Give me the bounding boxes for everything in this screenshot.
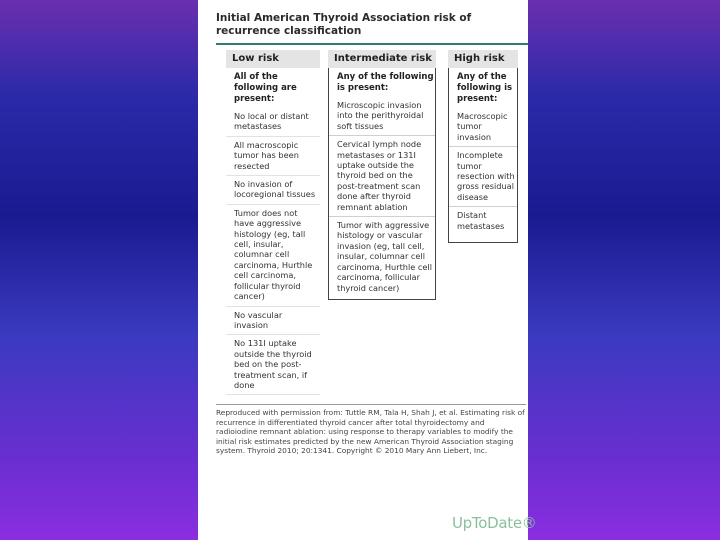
low-risk-subheader: All of the following are present:: [234, 72, 297, 104]
low-risk-item: No vascular invasion: [226, 307, 320, 336]
low-risk-item: All macroscopic tumor has been resected: [226, 137, 320, 176]
low-risk-header: Low risk: [226, 50, 320, 68]
page-title: Initial American Thyroid Association risk of recurrence classification: [216, 12, 472, 37]
intermediate-risk-header: Intermediate risk: [328, 50, 436, 68]
high-risk-item: Incomplete tumor resection with gross residual disease: [449, 147, 517, 207]
uptodate-logo: UpToDate®: [452, 514, 537, 532]
intermediate-risk-column: [328, 50, 436, 300]
high-risk-header: High risk: [448, 50, 518, 68]
intermediate-risk-subheader: Any of the following is present:: [337, 72, 434, 93]
title-divider: [216, 43, 528, 45]
high-risk-item: Distant metastases: [457, 210, 505, 231]
high-risk-column: [448, 50, 518, 243]
low-risk-column: [226, 50, 320, 395]
document-card: [198, 0, 537, 540]
reference-text: Reproduced with permission from: Tuttle RM, Tala H, Shah J, et al. Estimating risk of recurrence in differentiated thyroid cancer after total thyroidectomy and radioiodine remnant ablation: using response to therapy variables to modify the initial risk estimates predicted by the new American Thyroid Association staging system. Thyroid 2010; 20:1341. Copyright © 2010 Mary Ann Liebert, Inc.: [216, 404, 526, 456]
low-risk-item: Tumor does not have aggressive histology (eg, tall cell, insular, columnar cell carcinoma, Hurthle cell carcinoma, follicular thyroid cancer): [226, 205, 320, 307]
high-risk-box: [448, 68, 518, 243]
high-risk-item: Macroscopic tumor invasion: [449, 108, 517, 147]
intermediate-risk-item: Microscopic invasion into the perithyroidal soft tissues: [329, 97, 435, 136]
low-risk-item: No 131I uptake outside the thyroid bed on the post-treatment scan, if done: [226, 335, 320, 395]
high-risk-subheader: Any of the following is present:: [457, 72, 513, 104]
intermediate-risk-item: Cervical lymph node metastases or 131I uptake outside the thyroid bed on the post-treatment scan done after thyroid remnant ablation: [329, 136, 435, 217]
low-risk-item: No invasion of locoregional tissues: [226, 176, 320, 205]
intermediate-risk-item: Tumor with aggressive histology or vascular invasion (eg, tall cell, insular, columnar cell carcinoma, Hurthle cell carcinoma, follicular thyroid cancer): [337, 220, 432, 293]
intermediate-risk-box: [328, 68, 436, 300]
low-risk-item: No local or distant metastases: [226, 108, 320, 137]
